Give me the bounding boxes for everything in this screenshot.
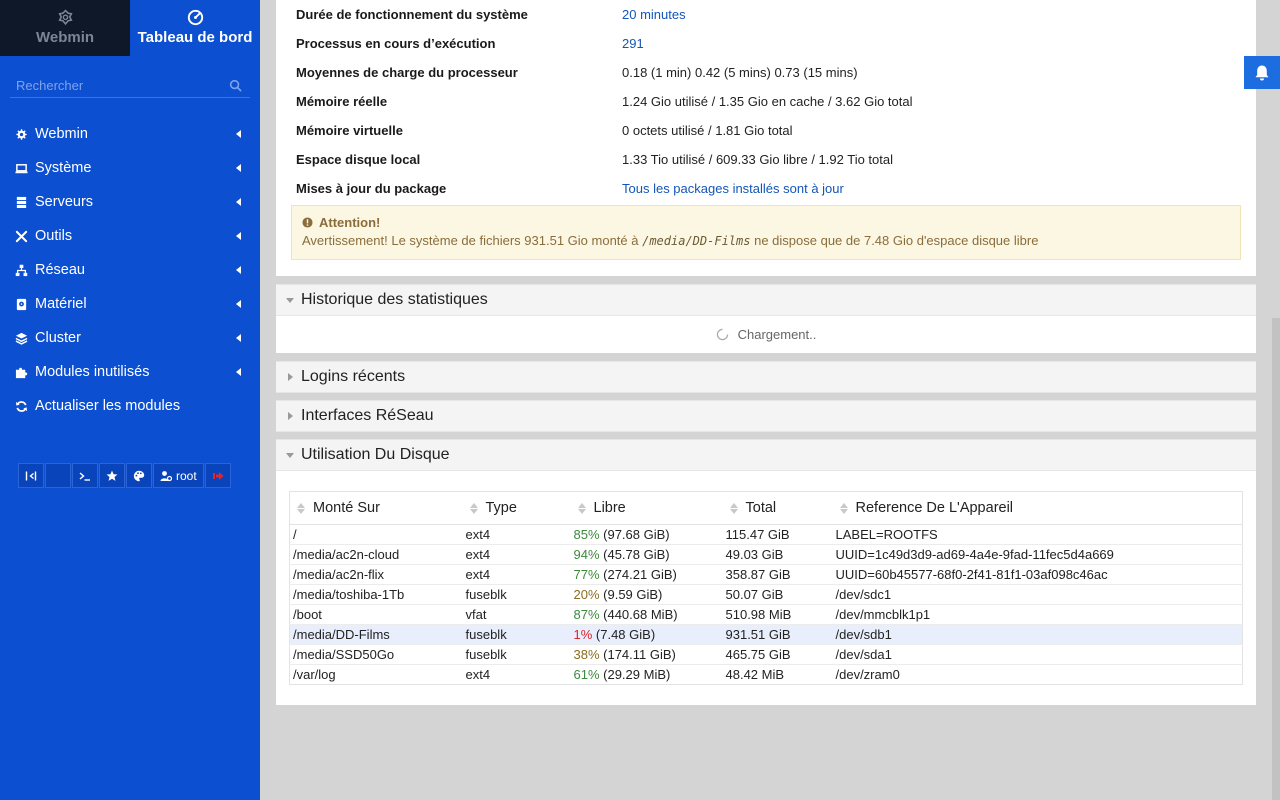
cell-device: /dev/sda1: [833, 645, 1243, 665]
info-value: 0 octets utilisé / 1.81 Gio total: [622, 123, 793, 138]
cell-mount: /media/ac2n-flix: [290, 565, 463, 585]
tools-icon: [15, 230, 28, 243]
cell-free: [571, 665, 723, 685]
col-header-label: Total: [745, 500, 777, 516]
system-info-panel: [276, 0, 1256, 276]
col-header-label: Type: [485, 500, 517, 516]
free-percent: 61%: [573, 667, 600, 682]
table-header-row: [290, 492, 1243, 525]
info-value: 1.33 Tio utilisé / 609.33 Gio libre / 1.92 Tio total: [622, 152, 893, 167]
alert-title-text: Attention!: [319, 215, 381, 230]
chevron-left-icon: [236, 130, 241, 138]
webmin-logo-icon: [57, 9, 74, 26]
cell-free: [571, 525, 723, 545]
free-percent: 77%: [573, 567, 600, 582]
col-header-device[interactable]: [833, 492, 1243, 525]
section-title: Historique des statistiques: [301, 291, 488, 308]
cell-total: 358.87 GiB: [723, 565, 833, 585]
tab-dashboard-label: Tableau de bord: [137, 29, 253, 46]
layers-icon: [15, 332, 28, 345]
cell-device: UUID=60b45577-68f0-2f41-81f1-03af098c46ac: [833, 565, 1243, 585]
info-value: 0.18 (1 min) 0.42 (5 mins) 0.73 (15 mins): [622, 65, 858, 80]
table-row: [290, 645, 1243, 665]
favorites-button[interactable]: [99, 463, 125, 488]
terminal-button[interactable]: [72, 463, 98, 488]
free-percent: 94%: [573, 547, 600, 562]
collapse-icon: [25, 470, 37, 482]
sidebar-item-systeme[interactable]: [0, 151, 260, 185]
col-header-label: Libre: [593, 500, 626, 516]
alert-text-after: ne dispose que de 7.48 Gio d'espace disque libre: [750, 233, 1039, 248]
free-percent: 85%: [573, 527, 600, 542]
chevron-left-icon: [236, 368, 241, 376]
sidebar-item-label: Actualiser les modules: [35, 398, 181, 414]
info-label: Processus en cours d’exécution: [296, 36, 496, 51]
free-amount: (45.78 GiB): [599, 547, 670, 562]
puzzle-icon: [15, 366, 28, 379]
sidebar-item-label: Outils: [35, 228, 73, 244]
info-row-virtual-memory: [296, 116, 793, 145]
cell-total: 510.98 MiB: [723, 605, 833, 625]
cell-type: fuseblk: [463, 645, 571, 665]
section-title: Utilisation Du Disque: [301, 446, 450, 463]
sidebar-toolbar: [18, 463, 231, 488]
cell-type: ext4: [463, 525, 571, 545]
free-amount: (440.68 MiB): [599, 607, 678, 622]
tab-webmin-label: Webmin: [35, 29, 95, 46]
dashboard-icon: [187, 9, 204, 26]
cell-device: /dev/sdb1: [833, 625, 1243, 645]
cell-total: 115.47 GiB: [723, 525, 833, 545]
user-gear-icon: [160, 470, 172, 482]
info-row-load: [296, 58, 858, 87]
user-button[interactable]: [153, 463, 204, 488]
search-input[interactable]: [16, 78, 206, 93]
cell-type: vfat: [463, 605, 571, 625]
cell-device: LABEL=ROOTFS: [833, 525, 1243, 545]
info-label: Espace disque local: [296, 152, 421, 167]
alert-text-before: Avertissement! Le système de fichiers 931.51 Gio monté à: [302, 233, 643, 248]
cell-total: 49.03 GiB: [723, 545, 833, 565]
cell-total: 48.42 MiB: [723, 665, 833, 685]
refresh-icon: [15, 400, 28, 413]
free-amount: (97.68 GiB): [599, 527, 670, 542]
chevron-left-icon: [236, 198, 241, 206]
free-amount: (274.21 GiB): [599, 567, 677, 582]
caret-right-icon: [288, 373, 293, 381]
alert-message: [302, 233, 1230, 248]
theme-button[interactable]: [126, 463, 152, 488]
cell-total: 931.51 GiB: [723, 625, 833, 645]
sidebar-menu: [0, 117, 260, 423]
cell-type: fuseblk: [463, 585, 571, 605]
cell-mount: /media/DD-Films: [290, 625, 463, 645]
chevron-left-icon: [236, 300, 241, 308]
collapse-sidebar-button[interactable]: [18, 463, 44, 488]
sidebar-item-actualiser-modules[interactable]: [0, 389, 260, 423]
night-mode-button[interactable]: [45, 463, 71, 488]
sidebar-item-label: Webmin: [35, 126, 88, 142]
network-icon: [15, 264, 28, 277]
recent-logins-section: [276, 361, 1256, 393]
sidebar-item-materiel[interactable]: [0, 287, 260, 321]
search-box: [10, 74, 250, 98]
info-label: Durée de fonctionnement du système: [296, 7, 528, 22]
info-row-disk-space: [296, 145, 893, 174]
logout-button[interactable]: [205, 463, 231, 488]
cell-free: [571, 545, 723, 565]
terminal-icon: [79, 470, 91, 482]
gear-icon: [15, 128, 28, 141]
sidebar-item-reseau[interactable]: [0, 253, 260, 287]
network-interfaces-section: [276, 400, 1256, 432]
stats-history-section: [276, 284, 1256, 353]
cell-total: 50.07 GiB: [723, 585, 833, 605]
free-percent: 1%: [573, 627, 593, 642]
info-row-real-memory: [296, 87, 913, 116]
table-row: [290, 605, 1243, 625]
sidebar-item-modules-inutilises[interactable]: [0, 355, 260, 389]
bell-icon: [1253, 64, 1271, 82]
recent-logins-header[interactable]: [276, 361, 1256, 393]
col-header-total[interactable]: [723, 492, 833, 525]
chevron-left-icon: [236, 232, 241, 240]
sort-icon: [840, 503, 848, 514]
free-percent: 38%: [573, 647, 600, 662]
col-header-free[interactable]: [571, 492, 723, 525]
sort-icon: [297, 503, 305, 514]
sidebar-item-label: Matériel: [35, 296, 87, 312]
cell-mount: /var/log: [290, 665, 463, 685]
disk-space-alert: [291, 205, 1241, 260]
free-amount: (7.48 GiB): [592, 627, 656, 642]
chevron-left-icon: [236, 164, 241, 172]
alert-path: /media/DD-Films: [642, 234, 751, 248]
info-label: Mises à jour du package: [296, 181, 447, 196]
free-percent: 87%: [573, 607, 600, 622]
hardware-icon: [15, 298, 28, 311]
star-icon: [106, 470, 118, 482]
col-header-mount[interactable]: [290, 492, 463, 525]
cell-mount: /media/ac2n-cloud: [290, 545, 463, 565]
cell-free: [571, 605, 723, 625]
sidebar-item-label: Cluster: [35, 330, 81, 346]
page-scrollbar[interactable]: [1272, 0, 1280, 800]
tab-webmin[interactable]: [0, 0, 130, 56]
caret-down-icon: [286, 298, 294, 303]
table-row: [290, 625, 1243, 645]
moon-icon: [52, 470, 64, 482]
cell-device: /dev/zram0: [833, 665, 1243, 685]
cell-device: UUID=1c49d3d9-ad69-4a4e-9fad-11fec5d4a669: [833, 545, 1243, 565]
cell-mount: /media/toshiba-1Tb: [290, 585, 463, 605]
chevron-left-icon: [236, 266, 241, 274]
cell-device: /dev/mmcblk1p1: [833, 605, 1243, 625]
info-row-package-updates: [296, 174, 844, 203]
info-label: Moyennes de charge du processeur: [296, 65, 518, 80]
exclamation-circle-icon: [302, 217, 313, 228]
sidebar-item-label: Serveurs: [35, 194, 94, 210]
disk-usage-table: [289, 491, 1243, 685]
sort-icon: [470, 503, 478, 514]
table-row: [290, 565, 1243, 585]
tab-dashboard[interactable]: [130, 0, 260, 56]
cell-type: ext4: [463, 565, 571, 585]
info-row-uptime: [296, 0, 686, 29]
cell-mount: /media/SSD50Go: [290, 645, 463, 665]
cell-type: fuseblk: [463, 625, 571, 645]
cell-total: 465.75 GiB: [723, 645, 833, 665]
col-header-type[interactable]: [463, 492, 571, 525]
sidebar-item-webmin[interactable]: [0, 117, 260, 151]
logout-icon: [212, 470, 224, 482]
info-row-processes: [296, 29, 644, 58]
caret-right-icon: [288, 412, 293, 420]
free-amount: (29.29 MiB): [599, 667, 671, 682]
package-updates-link[interactable]: Tous les packages installés sont à jour: [622, 181, 844, 196]
sort-icon: [730, 503, 738, 514]
free-amount: (9.59 GiB): [599, 587, 663, 602]
sort-icon: [578, 503, 586, 514]
cell-mount: /: [290, 525, 463, 545]
search-icon[interactable]: [229, 79, 242, 92]
spinner-icon: [716, 328, 729, 341]
username-label: root: [176, 468, 197, 483]
alert-title: [302, 215, 1230, 230]
cell-mount: /boot: [290, 605, 463, 625]
disk-usage-header[interactable]: [276, 439, 1256, 471]
sidebar-item-cluster[interactable]: [0, 321, 260, 355]
palette-icon: [133, 470, 145, 482]
section-title: Logins récents: [301, 368, 406, 385]
chevron-left-icon: [236, 334, 241, 342]
loading-text: Chargement..: [737, 326, 817, 342]
sidebar-item-outils[interactable]: [0, 219, 260, 253]
server-icon: [15, 196, 28, 209]
col-header-label: Reference De L'Appareil: [855, 500, 1014, 516]
cell-free: [571, 645, 723, 665]
scrollbar-thumb[interactable]: [1272, 318, 1280, 800]
cell-type: ext4: [463, 665, 571, 685]
sidebar-item-label: Réseau: [35, 262, 85, 278]
cell-type: ext4: [463, 545, 571, 565]
network-interfaces-header[interactable]: [276, 400, 1256, 432]
main-content: [260, 0, 1272, 800]
cell-free: [571, 585, 723, 605]
cell-free: [571, 565, 723, 585]
sidebar-item-serveurs[interactable]: [0, 185, 260, 219]
notifications-button[interactable]: [1244, 56, 1280, 89]
cell-free: [571, 625, 723, 645]
sidebar-item-label: Système: [35, 160, 92, 176]
table-row: [290, 525, 1243, 545]
sidebar-item-label: Modules inutilisés: [35, 364, 150, 380]
laptop-icon: [15, 162, 28, 175]
sidebar: [0, 0, 260, 800]
info-value: 1.24 Gio utilisé / 1.35 Gio en cache / 3.62 Gio total: [622, 94, 913, 109]
disk-usage-section: [276, 439, 1256, 705]
stats-history-header[interactable]: [276, 284, 1256, 316]
info-label: Mémoire réelle: [296, 94, 388, 109]
info-label: Mémoire virtuelle: [296, 123, 403, 138]
uptime-link[interactable]: 20 minutes: [622, 7, 686, 22]
section-title: Interfaces RéSeau: [301, 407, 434, 424]
col-header-label: Monté Sur: [313, 500, 380, 516]
table-row: [290, 585, 1243, 605]
free-percent: 20%: [573, 587, 600, 602]
table-row: [290, 665, 1243, 685]
caret-down-icon: [286, 453, 294, 458]
loading-indicator: [276, 316, 1256, 352]
cell-device: /dev/sdc1: [833, 585, 1243, 605]
processes-link[interactable]: 291: [622, 36, 644, 51]
free-amount: (174.11 GiB): [599, 647, 676, 662]
brand-tabs: [0, 0, 260, 56]
table-row: [290, 545, 1243, 565]
